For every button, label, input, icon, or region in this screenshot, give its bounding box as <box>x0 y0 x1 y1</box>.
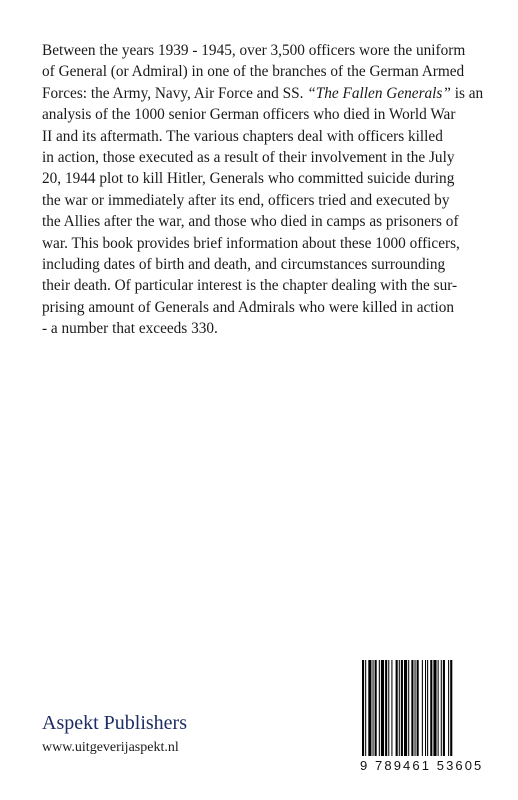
barcode-bar <box>448 660 449 756</box>
isbn-number: 9 789461 53605 <box>360 758 484 773</box>
barcode-bar <box>365 660 366 756</box>
blurb-line-text: Forces: the Army, Navy, Air Force and SS. <box>42 84 308 102</box>
barcode-bar <box>401 660 403 756</box>
barcode-bar <box>450 660 452 756</box>
blurb-line: in action, those executed as a result of their involvement in the July <box>42 149 455 167</box>
barcode-bar <box>385 660 387 756</box>
barcode-bar <box>379 660 380 756</box>
blurb-line: their death. Of particular interest is the chapter dealing with the sur- <box>42 277 458 295</box>
barcode-bar <box>417 660 419 756</box>
blurb-line: war. This book provides brief information about these 1000 officers, <box>42 234 460 252</box>
book-title: “The Fallen Generals” <box>307 84 451 102</box>
blurb-line: 20, 1944 plot to kill Hitler, Generals who committed suicide during <box>42 170 455 188</box>
barcode-bar <box>362 660 364 756</box>
blurb-line-text: is an <box>450 84 484 102</box>
barcode-bar <box>411 660 413 756</box>
barcode-bar <box>368 660 371 756</box>
barcode-bar <box>375 660 377 756</box>
barcode-bar <box>438 660 439 756</box>
blurb-line: II and its aftermath. The various chapters deal with officers killed <box>42 127 443 145</box>
barcode-bar <box>422 660 423 756</box>
barcode-bar <box>443 660 445 756</box>
blurb-line: analysis of the 1000 senior German officers who died in World War <box>42 106 456 124</box>
blurb-line: the Allies after the war, and those who died in camps as prisoners of <box>42 213 459 231</box>
barcode-bar <box>396 660 398 756</box>
barcode-bar <box>433 660 436 756</box>
barcode-bar <box>408 660 409 756</box>
barcode-bar <box>399 660 400 756</box>
blurb-line: the war or immediately after its end, officers tried and executed by <box>42 191 450 209</box>
barcode-bar <box>425 660 426 756</box>
blurb-line: Between the years 1939 - 1945, over 3,500 officers wore the uniform <box>42 42 466 59</box>
barcode-bar <box>373 660 374 756</box>
blurb-line: including dates of birth and death, and circumstances surrounding <box>42 256 446 274</box>
barcode-bar <box>427 660 428 756</box>
publisher-website: www.uitgeverijaspekt.nl <box>42 740 179 755</box>
blurb-line: of General (or Admiral) in one of the branches of the German Armed <box>42 63 465 81</box>
blurb-line: prising amount of Generals and Admirals who were killed in action <box>42 298 455 316</box>
barcode-bar <box>391 660 392 756</box>
barcode-bar <box>404 660 407 756</box>
barcode-bars-icon <box>358 658 490 758</box>
barcode-bar <box>441 660 442 756</box>
blurb-line: - a number that exceeds 330. <box>42 320 218 338</box>
publisher-name: Aspekt Publishers <box>42 712 187 734</box>
barcode-bar <box>430 660 432 756</box>
barcode-bar <box>388 660 389 756</box>
blurb-line <box>42 83 482 104</box>
back-cover-blurb <box>42 40 482 340</box>
barcode-bar <box>381 660 384 756</box>
barcode-bar <box>415 660 416 756</box>
